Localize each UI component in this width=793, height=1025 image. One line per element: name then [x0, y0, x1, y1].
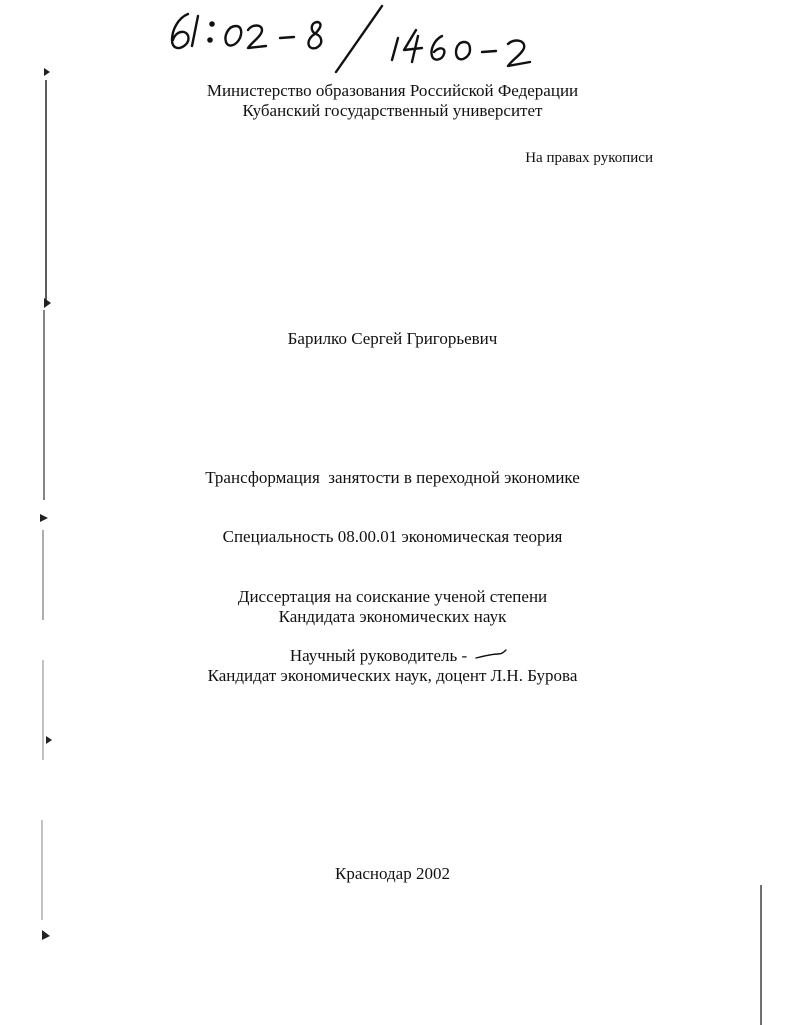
supervisor-name: Кандидат экономических наук, доцент Л.Н. Бурова — [207, 666, 578, 685]
ministry-line: Министерство образования Российской Федерации — [206, 81, 579, 100]
scan-edge-right-artifact — [755, 885, 765, 1025]
signature-mark — [474, 648, 508, 662]
supervisor-label: Научный руководитель - — [289, 646, 468, 665]
university-line: Кубанский государственный университет — [242, 101, 543, 120]
dissertation-title: Трансформация занятости в переходной экономике — [205, 468, 580, 487]
scan-edge-artifact — [38, 60, 58, 960]
city-year: Краснодар 2002 — [335, 864, 450, 883]
degree-line-1: Диссертация на соискание ученой степени — [237, 587, 548, 606]
specialty-line: Специальность 08.00.01 экономическая теория — [222, 527, 563, 546]
degree-line-2: Кандидата экономических наук — [278, 607, 507, 626]
manuscript-note: На правах рукописи — [525, 150, 653, 166]
author-name: Барилко Сергей Григорьевич — [287, 329, 498, 348]
handwritten-archive-code — [160, 0, 560, 75]
